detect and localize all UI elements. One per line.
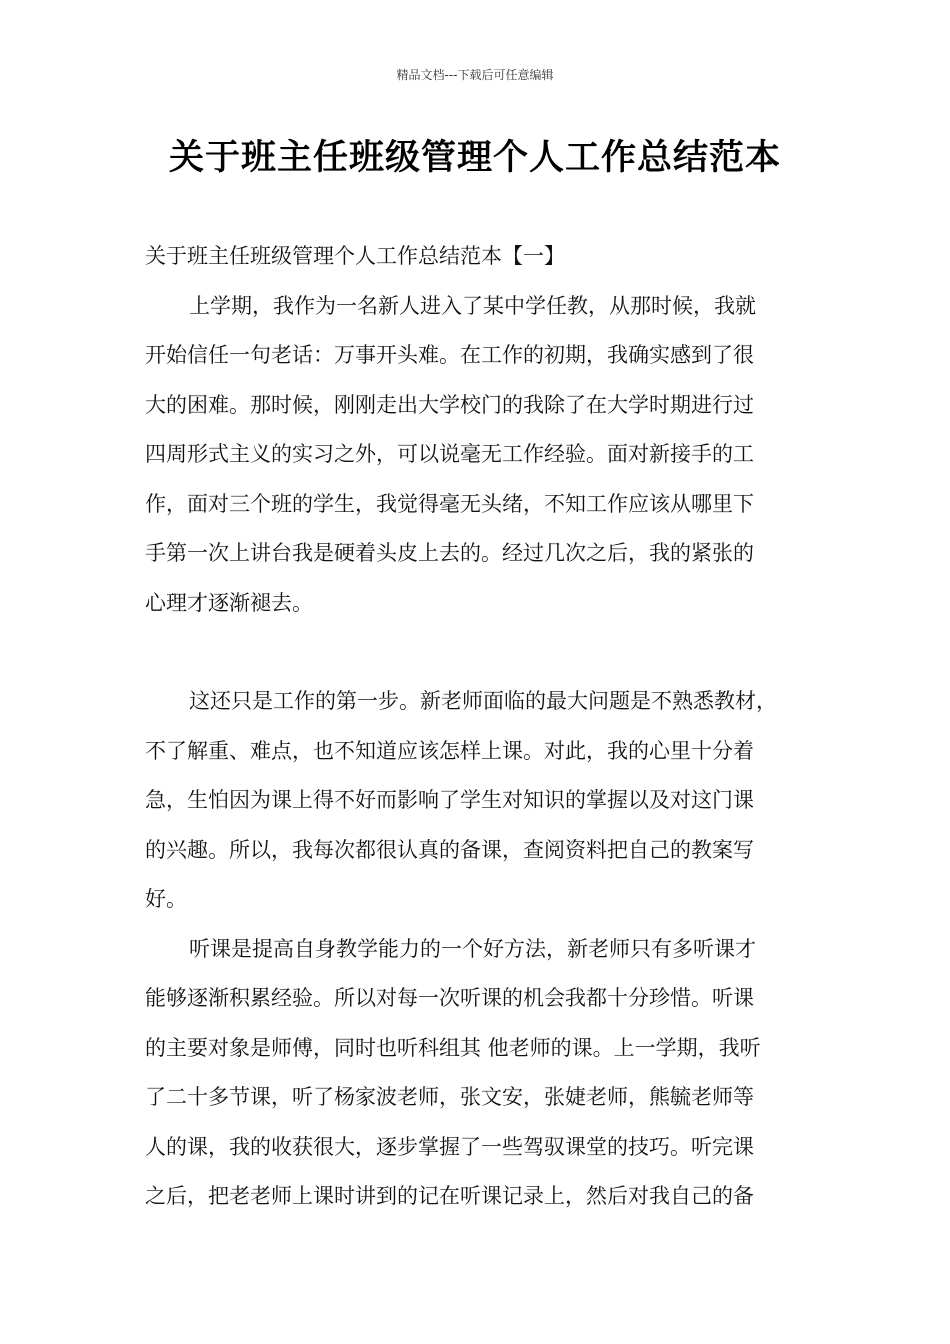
paragraph-line: 的主要对象是师傅，同时也听科组其 他老师的课。上一学期，我听 <box>145 1035 761 1060</box>
paragraph-line: 急，生怕因为课上得不好而影响了学生对知识的掌握以及对这门课 <box>145 788 754 812</box>
paragraph-line: 的兴趣。所以，我每次都很认真的备课，查阅资料把自己的教案写 <box>145 837 754 862</box>
paragraph-line: 这还只是工作的第一步。新老师面临的最大问题是不熟悉教材， <box>189 689 777 713</box>
paragraph-line: 了二十多节课，听了杨家波老师，张文安，张婕老师，熊毓老师等 <box>145 1085 754 1109</box>
document-body <box>145 232 810 1222</box>
header-note: 精品文档---下载后可任意编辑 <box>396 68 554 82</box>
paragraph-line: 开始信任一句老话：万事开头难。在工作的初期，我确实感到了很 <box>145 343 754 367</box>
paragraph-line: 大的困难。那时候，刚刚走出大学校门的我除了在大学时期进行过 <box>145 392 754 417</box>
paragraph-line: 手第一次上讲台我是硬着头皮上去的。经过几次之后，我的紧张的 <box>145 541 754 565</box>
paragraph-line: 作，面对三个班的学生，我觉得毫无头绪，不知工作应该从哪里下 <box>145 491 754 516</box>
paragraph-3 <box>145 925 810 1222</box>
paragraph-line: 人的课，我的收获很大，逐步掌握了一些驾驭课堂的技巧。听完课 <box>145 1134 754 1159</box>
paragraph-2 <box>145 677 810 925</box>
paragraph-line: 听课是提高自身教学能力的一个好方法，新老师只有多听课才 <box>189 936 756 961</box>
paragraph-line: 不了解重、难点，也不知道应该怎样上课。对此，我的心里十分着 <box>145 738 754 763</box>
paragraph-line: 心理才逐渐褪去。 <box>145 590 313 615</box>
paragraph-line: 好。 <box>145 887 187 911</box>
paragraph-1 <box>145 282 810 629</box>
paragraph-gap <box>145 628 810 677</box>
paragraph-line: 能够逐渐积累经验。所以对每一次听课的机会我都十分珍惜。听课 <box>145 986 754 1010</box>
paragraph-line: 四周形式主义的实习之外，可以说毫无工作经验。面对新接手的工 <box>145 442 754 466</box>
paragraph-line: 之后，把老老师上课时讲到的记在听课记录上，然后对我自己的备 <box>145 1184 754 1208</box>
paragraph-line: 上学期，我作为一名新人进入了某中学任教，从那时候，我就 <box>189 293 756 318</box>
section-subtitle: 关于班主任班级管理个人工作总结范本【一】 <box>145 244 565 268</box>
document-title: 关于班主任班级管理个人工作总结范本 <box>168 138 781 178</box>
